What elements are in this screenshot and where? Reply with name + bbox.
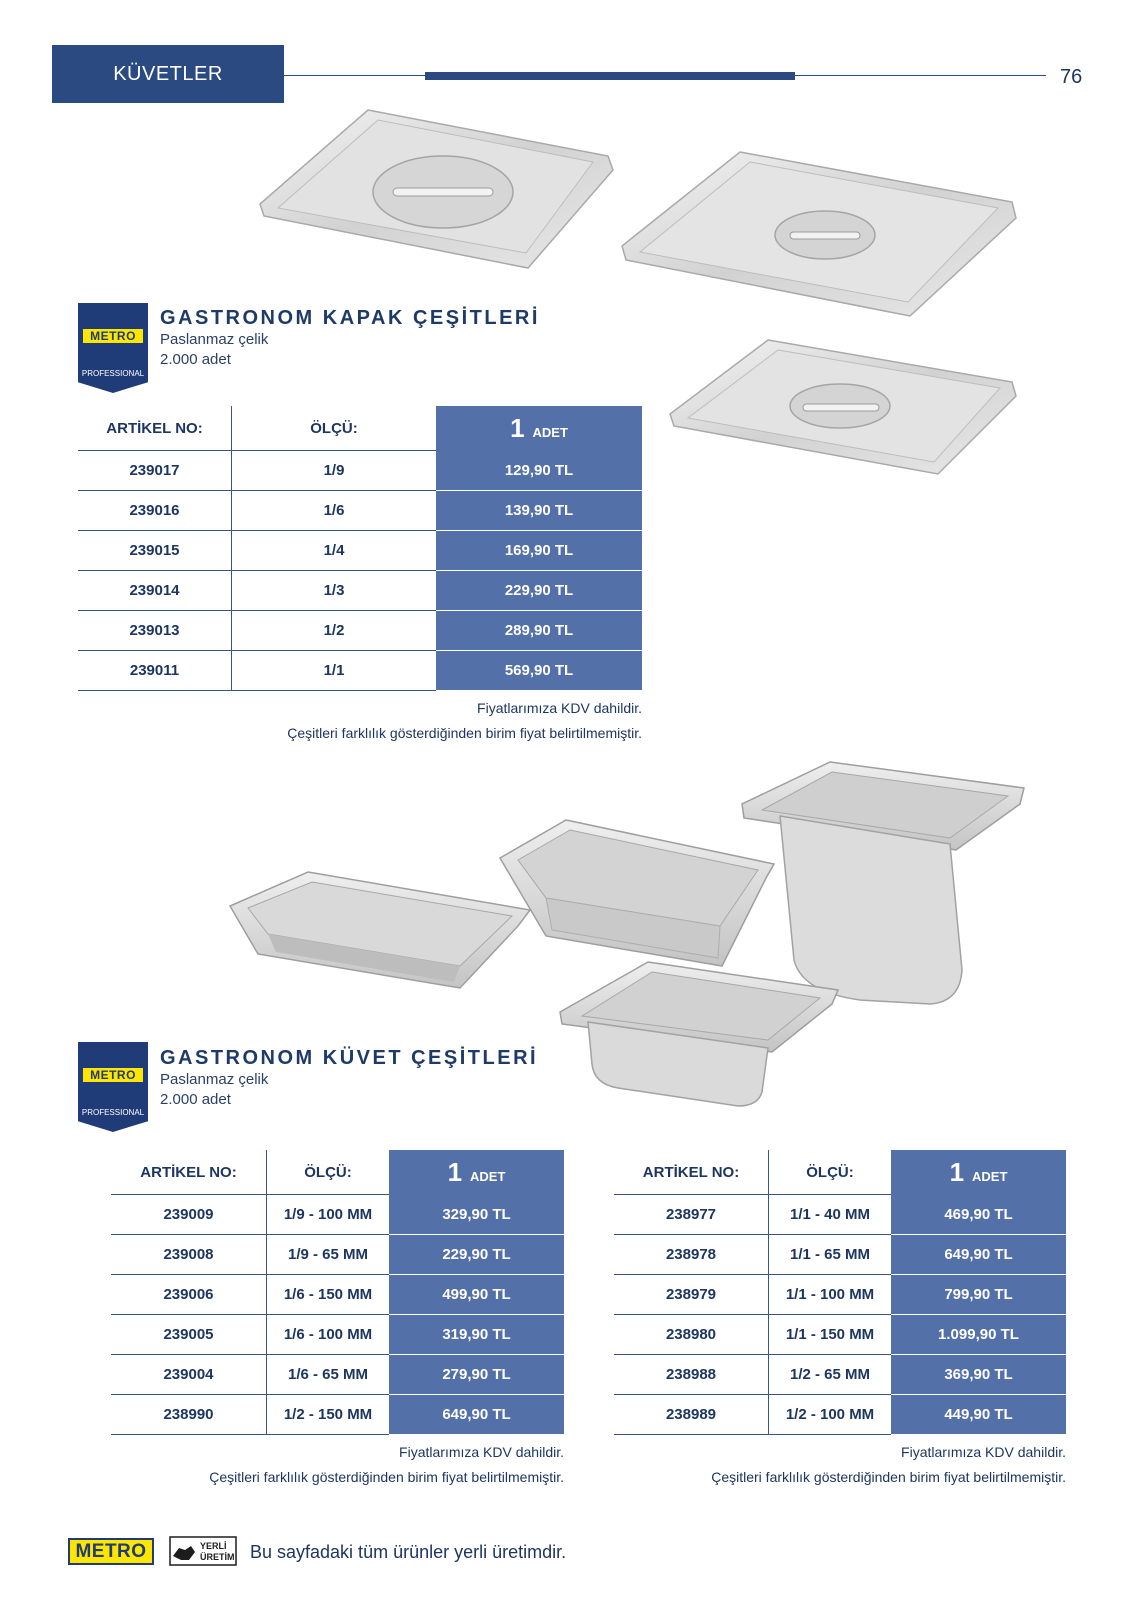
table-row [111,1235,564,1275]
size-cell: 1/2 - 65 MM [769,1355,891,1395]
price-cell: 129,90 TL [436,451,642,491]
size-cell: 1/2 [232,611,436,651]
badge-line2: ÜRETİM [200,1552,235,1562]
table-row [78,651,642,691]
footer-metro-logo: METRO [68,1538,154,1565]
article-cell: 239009 [111,1195,267,1235]
col-size-header: ÖLÇÜ: [769,1150,891,1195]
pans-material: Paslanmaz çelik [160,1071,269,1088]
table-header [111,1150,564,1195]
col-article-header: ARTİKEL NO: [78,406,232,451]
article-cell: 238979 [614,1275,769,1315]
price-cell: 279,90 TL [389,1355,564,1395]
price-cell: 799,90 TL [891,1275,1066,1315]
price-cell: 649,90 TL [389,1395,564,1435]
lid-image-medium [668,338,1030,478]
qty-unit: ADET [532,425,568,440]
size-cell: 1/9 - 65 MM [267,1235,389,1275]
col-qty-header [389,1150,564,1195]
price-cell: 229,90 TL [436,571,642,611]
badge-line1: YERLİ [200,1541,227,1551]
article-cell: 239006 [111,1275,267,1315]
col-qty-header [891,1150,1066,1195]
size-cell: 1/1 - 65 MM [769,1235,891,1275]
article-cell: 239004 [111,1355,267,1395]
size-cell: 1/6 [232,491,436,531]
article-cell: 239008 [111,1235,267,1275]
table-row [78,531,642,571]
article-cell: 238990 [111,1395,267,1435]
lids-price-table [78,406,642,691]
pans-note-left [111,1440,564,1490]
pan-image-medium [496,818,780,968]
pan-image-shallow [228,870,536,990]
professional-label: PROFESSIONAL [81,1108,145,1117]
article-cell: 239014 [78,571,232,611]
vat-note: Fiyatlarımıza KDV dahildir. [901,1444,1066,1460]
table-row [111,1315,564,1355]
vat-note: Fiyatlarımıza KDV dahildir. [399,1444,564,1460]
size-cell: 1/6 - 100 MM [267,1315,389,1355]
size-cell: 1/6 - 150 MM [267,1275,389,1315]
metro-logo: METRO [83,1068,143,1082]
table-row [78,491,642,531]
footer-text: Bu sayfadaki tüm ürünler yerli üretimdir. [250,1542,567,1562]
pans-note-right [614,1440,1066,1490]
vat-note: Fiyatlarımıza KDV dahildir. [477,700,642,716]
table-row [111,1355,564,1395]
size-cell: 1/3 [232,571,436,611]
table-row [614,1195,1066,1235]
table-row [614,1275,1066,1315]
article-cell: 238980 [614,1315,769,1355]
price-cell: 139,90 TL [436,491,642,531]
article-cell: 238978 [614,1235,769,1275]
price-cell: 329,90 TL [389,1195,564,1235]
lids-title: GASTRONOM KAPAK ÇEŞİTLERİ [160,307,540,329]
col-size-header: ÖLÇÜ: [232,406,436,451]
size-cell: 1/1 - 150 MM [769,1315,891,1355]
price-cell: 369,90 TL [891,1355,1066,1395]
qty-number: 1 [447,1157,463,1187]
size-cell: 1/1 [232,651,436,691]
size-cell: 1/1 - 40 MM [769,1195,891,1235]
price-cell: 569,90 TL [436,651,642,691]
price-cell: 289,90 TL [436,611,642,651]
col-size-header: ÖLÇÜ: [267,1150,389,1195]
metro-professional-badge [78,1042,148,1132]
table-row [78,571,642,611]
unit-price-note: Çeşitleri farklılık gösterdiğinden birim fiyat belirtilmemiştir. [209,1469,564,1485]
metro-professional-badge [78,303,148,393]
section-label: KÜVETLER [113,62,223,85]
qty-unit: ADET [972,1169,1008,1184]
price-cell: 229,90 TL [389,1235,564,1275]
qty-number: 1 [949,1157,965,1187]
price-cell: 449,90 TL [891,1395,1066,1435]
table-row [614,1395,1066,1435]
header-accent-bar [425,72,795,80]
size-cell: 1/9 - 100 MM [267,1195,389,1235]
lids-quantity: 2.000 adet [160,351,231,368]
pan-image-small [558,960,844,1110]
pans-price-table-right [614,1150,1066,1435]
professional-label: PROFESSIONAL [81,369,145,378]
qty-number: 1 [510,413,525,443]
table-row [111,1395,564,1435]
article-cell: 238989 [614,1395,769,1435]
table-row [111,1275,564,1315]
price-cell: 319,90 TL [389,1315,564,1355]
price-cell: 169,90 TL [436,531,642,571]
article-cell: 239017 [78,451,232,491]
pans-price-table-left [111,1150,564,1435]
price-cell: 499,90 TL [389,1275,564,1315]
size-cell: 1/2 - 150 MM [267,1395,389,1435]
table-row [78,451,642,491]
size-cell: 1/6 - 65 MM [267,1355,389,1395]
size-cell: 1/1 - 100 MM [769,1275,891,1315]
price-cell: 469,90 TL [891,1195,1066,1235]
table-row [614,1235,1066,1275]
table-row [614,1355,1066,1395]
page-number: 76 [1060,66,1083,88]
col-article-header: ARTİKEL NO: [111,1150,267,1195]
table-header [78,406,642,451]
article-cell: 238977 [614,1195,769,1235]
lid-image-large [620,150,1030,320]
article-cell: 239015 [78,531,232,571]
pans-quantity: 2.000 adet [160,1091,231,1108]
lids-material: Paslanmaz çelik [160,331,269,348]
col-article-header: ARTİKEL NO: [614,1150,769,1195]
article-cell: 239016 [78,491,232,531]
article-cell: 239005 [111,1315,267,1355]
section-tab [52,45,284,103]
local-production-badge [169,1536,237,1566]
table-row [78,611,642,651]
lids-note [78,696,642,746]
price-cell: 1.099,90 TL [891,1315,1066,1355]
article-cell: 239011 [78,651,232,691]
table-row [111,1195,564,1235]
table-header [614,1150,1066,1195]
table-row [614,1315,1066,1355]
article-cell: 238988 [614,1355,769,1395]
size-cell: 1/9 [232,451,436,491]
metro-logo: METRO [83,329,143,343]
col-qty-header [436,406,642,451]
unit-price-note: Çeşitleri farklılık gösterdiğinden birim fiyat belirtilmemiştir. [287,725,642,741]
qty-unit: ADET [470,1169,506,1184]
unit-price-note: Çeşitleri farklılık gösterdiğinden birim fiyat belirtilmemiştir. [711,1469,1066,1485]
article-cell: 239013 [78,611,232,651]
size-cell: 1/4 [232,531,436,571]
pans-title: GASTRONOM KÜVET ÇEŞİTLERİ [160,1047,539,1069]
size-cell: 1/2 - 100 MM [769,1395,891,1435]
lid-image-small [258,108,630,273]
price-cell: 649,90 TL [891,1235,1066,1275]
